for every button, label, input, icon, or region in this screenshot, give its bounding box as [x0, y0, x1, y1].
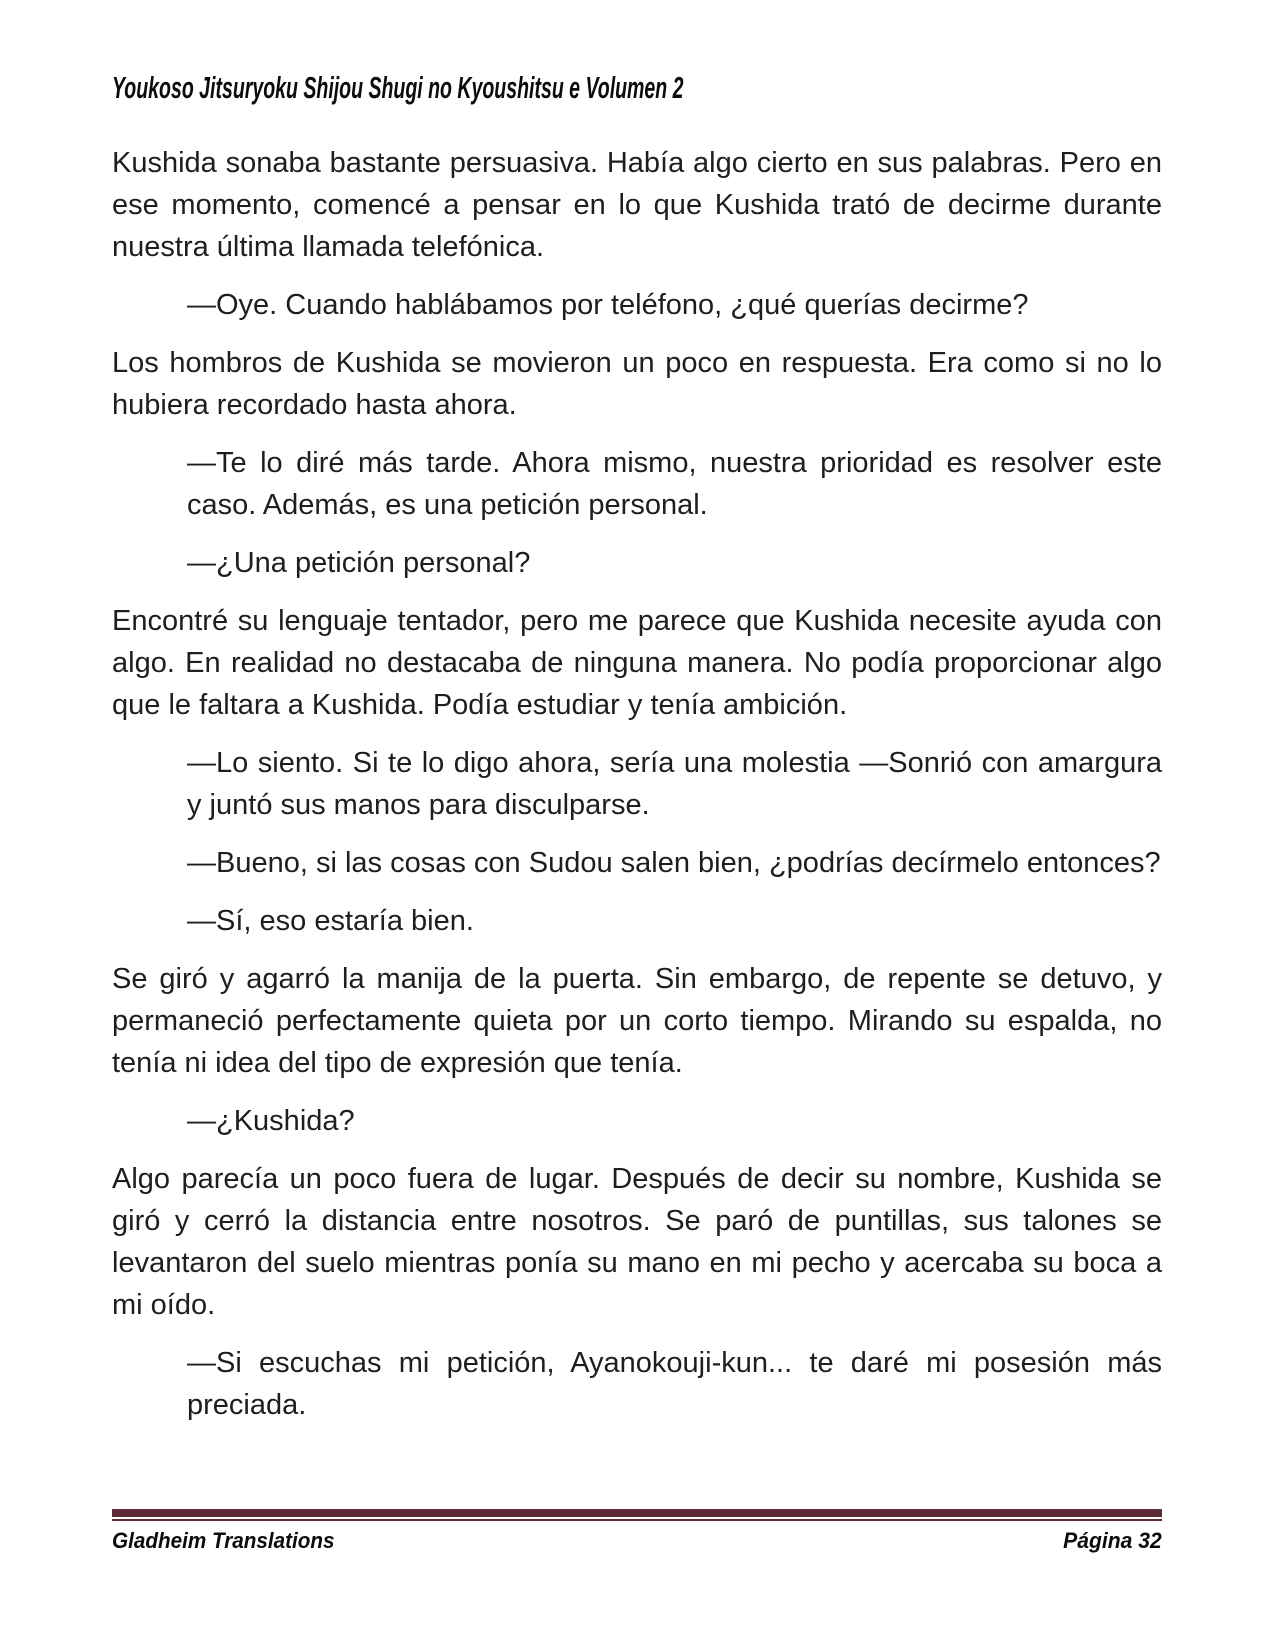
body-paragraph: Encontré su lenguaje tentador, pero me parece que Kushida necesite ayuda con algo. En realidad no destacaba de ninguna manera. No podía proporcionar algo que le faltara a Kushida. Podía estudiar y tenía ambición.: [112, 605, 1162, 721]
dialogue-paragraph: —Te lo diré más tarde. Ahora mismo, nuestra prioridad es resolver este caso. Además, es una petición personal.: [187, 447, 1162, 521]
footer-translator-credit: Gladheim Translations: [112, 1528, 335, 1553]
body-paragraph: Los hombros de Kushida se movieron un poco en respuesta. Era como si no lo hubiera recordado hasta ahora.: [112, 347, 1162, 421]
dialogue-paragraph: —Bueno, si las cosas con Sudou salen bien, ¿podrías decírmelo entonces?: [187, 847, 1161, 879]
body-paragraph: Se giró y agarró la manija de la puerta. Sin embargo, de repente se detuvo, y permaneció perfectamente quieta por un corto tiempo. Mirando su espalda, no tenía ni idea del tipo de expresión que tenía.: [112, 963, 1162, 1079]
dialogue-paragraph: —Oye. Cuando hablábamos por teléfono, ¿qué querías decirme?: [187, 289, 1029, 321]
dialogue-paragraph: —Lo siento. Si te lo digo ahora, sería una molestia —Sonrió con amargura y juntó sus manos para disculparse.: [187, 747, 1162, 821]
body-paragraph: Algo parecía un poco fuera de lugar. Después de decir su nombre, Kushida se giró y cerró la distancia entre nosotros. Se paró de puntillas, sus talones se levantaron del suelo mientras ponía su mano en mi pecho y acercaba su boca a mi oído.: [112, 1163, 1162, 1321]
footer-rule-thick-line: [112, 1509, 1162, 1517]
page-footer: [112, 1509, 1162, 1556]
dialogue-paragraph: —Sí, eso estaría bien.: [187, 905, 474, 937]
footer-rule-thin-line: [112, 1519, 1162, 1521]
footer-rule: [112, 1509, 1162, 1521]
body-paragraph: Kushida sonaba bastante persuasiva. Había algo cierto en sus palabras. Pero en ese momento, comencé a pensar en lo que Kushida trató de decirme durante nuestra última llamada telefónica.: [112, 147, 1162, 263]
dialogue-paragraph: —¿Kushida?: [187, 1105, 355, 1137]
dialogue-paragraph: —¿Una petición personal?: [187, 547, 531, 579]
footer-text-row: [112, 1526, 1162, 1556]
page-header: [112, 68, 1162, 108]
dialogue-paragraph: —Si escuchas mi petición, Ayanokouji-kun... te daré mi posesión más preciada.: [187, 1347, 1162, 1421]
page-header-title: Youkoso Jitsuryoku Shijou Shugi no Kyoushitsu e Volumen 2: [112, 70, 684, 105]
document-body: [112, 142, 1162, 1426]
footer-page-number: Página 32: [1063, 1528, 1162, 1553]
